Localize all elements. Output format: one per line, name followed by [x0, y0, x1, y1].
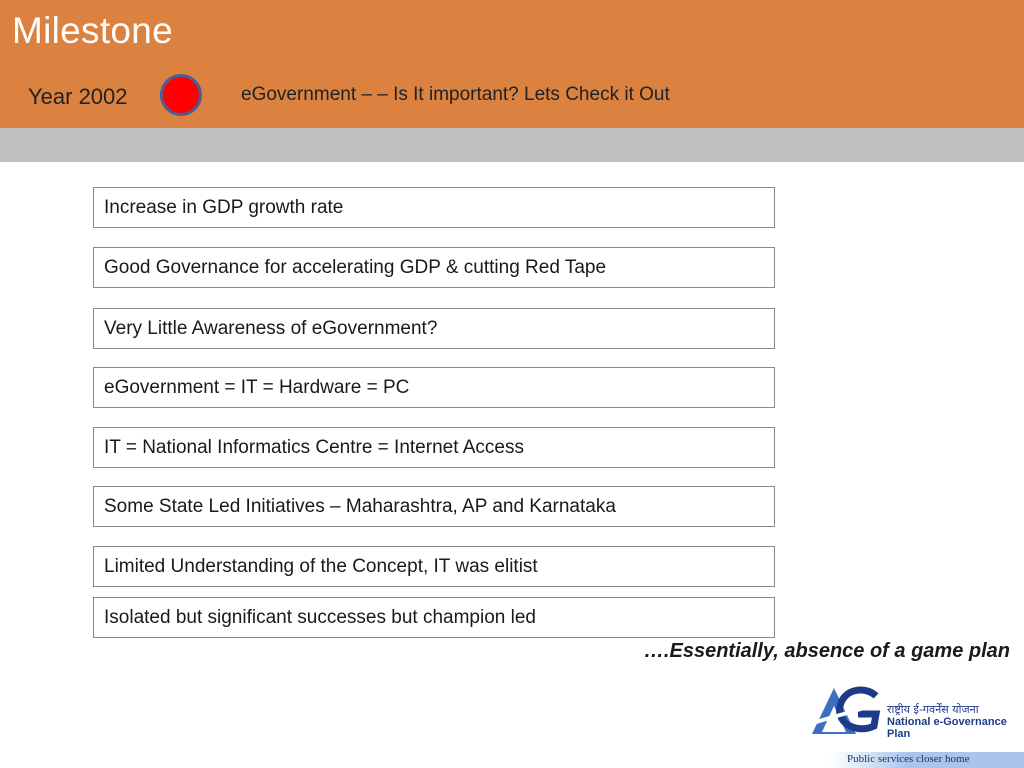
- point-box: Limited Understanding of the Concept, IT was elitist: [93, 546, 775, 587]
- point-box: Very Little Awareness of eGovernment?: [93, 308, 775, 349]
- point-box: IT = National Informatics Centre = Internet Access: [93, 427, 775, 468]
- logo-english-text: National e-Governance Plan: [887, 716, 1007, 740]
- red-circle-marker: [160, 74, 202, 116]
- logo-hindi-text: राष्ट्रीय ई-गवर्नेंस योजना: [887, 703, 979, 716]
- point-box: Good Governance for accelerating GDP & cutting Red Tape: [93, 247, 775, 288]
- point-box: Isolated but significant successes but champion led: [93, 597, 775, 638]
- slide-header: [0, 0, 1024, 128]
- point-box: Increase in GDP growth rate: [93, 187, 775, 228]
- point-box: Some State Led Initiatives – Maharashtra, AP and Karnataka: [93, 486, 775, 527]
- year-label: Year 2002: [28, 84, 128, 109]
- slide-title: Milestone: [12, 10, 174, 51]
- conclusion-text: ….Essentially, absence of a game plan: [643, 640, 1010, 662]
- grey-divider-band: [0, 128, 1024, 162]
- point-box: eGovernment = IT = Hardware = PC: [93, 367, 775, 408]
- tagline-text: Public services closer home: [847, 753, 970, 765]
- slide-subtitle: eGovernment – – Is It important? Lets Check it Out: [241, 84, 670, 105]
